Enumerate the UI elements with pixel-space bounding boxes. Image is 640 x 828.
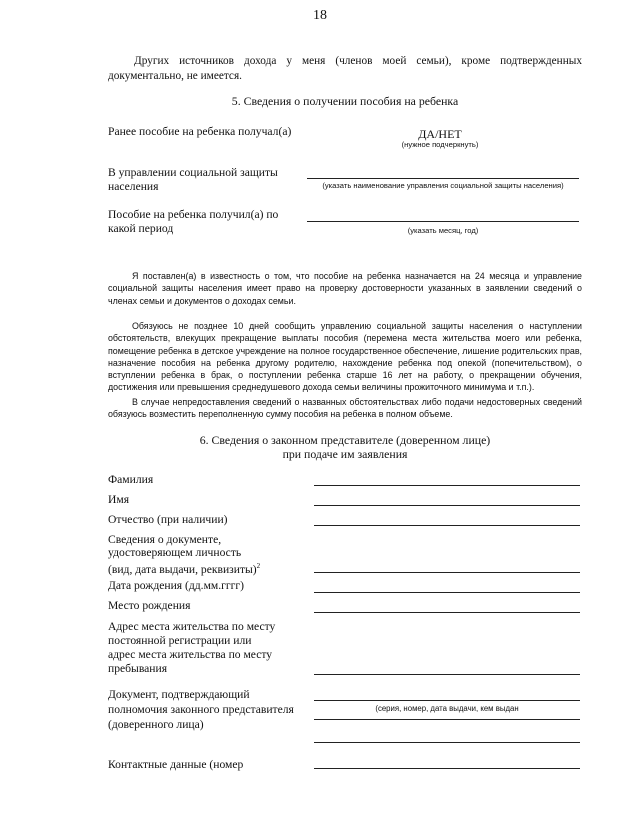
yes-no-hint: (нужное подчеркнуть) [401,140,479,149]
department-hint: (указать наименование управления социальной защиты населения) [322,181,564,190]
name-label: Имя [108,493,130,506]
obligation-paragraph: Обязуюсь не позднее 10 дней сообщить управлению социальной защиты населения о наступлении обстоятельств, влекущих прекращение выплаты пособия (перемена места жительства моего или ребенка, помещение ребенка в детское учреждение на полное государственное обеспечение, лишение родительских прав, назначение пособия на ребенка другому родителю, нахождение ребенка под опекой (попечительством), о вступлении ребенка в брак, о поступлении ребенка старше 16 лет на работу, о прекращении обучения, достижения или превышения среднедушевого дохода семьи величины прожиточного минимума и т.п.). [108,321,582,393]
refund-paragraph: В случае непредоставления сведений о названных обстоятельствах либо подачи недостоверных сведений обязуюсь возместить переполненную сумму пособия на ребенка в полном объеме. [108,397,582,420]
address-label-line4: пребывания [108,662,168,675]
id-doc-label-text: (вид, дата выдачи, реквизиты) [108,562,257,576]
section6-title-line2: при подаче им заявления [282,447,408,461]
authority-field-line3[interactable] [314,742,580,743]
department-field[interactable] [307,178,579,179]
department-label: В управлении социальной защиты населения [108,166,278,193]
contacts-label: Контактные данные (номер [108,758,244,771]
section6-title-line1: 6. Сведения о законном представителе (доверенном лице) [199,433,491,447]
authority-label-line1: Документ, подтверждающий [108,688,250,701]
section5-title: 5. Сведения о получении пособия на ребенка [231,94,459,108]
footnote-mark: 2 [256,562,261,570]
period-field[interactable] [307,221,579,222]
period-label: Пособие на ребенка получил(а) по какой период [108,208,279,235]
id-doc-field[interactable] [314,572,580,573]
previous-benefit-label: Ранее пособие на ребенка получал(а) [108,125,292,138]
authority-label-line3: (доверенного лица) [108,718,204,731]
authority-field-line2[interactable] [314,719,580,720]
page-number: 18 [313,8,327,23]
id-doc-label-line3 [108,559,260,577]
period-hint: (указать месяц, год) [407,226,479,235]
authority-field-line1[interactable] [314,700,580,701]
address-field[interactable] [314,674,580,675]
yes-no-choice[interactable]: ДА/НЕТ [418,127,462,141]
patronymic-label: Отчество (при наличии) [108,513,228,526]
birth-date-field[interactable] [314,592,580,593]
notice-paragraph: Я поставлен(а) в известность о том, что пособие на ребенка назначается на 24 месяца и управление социальной защиты населения имеет право на проверку достоверности указанных в заявлении сведений о членах семьи и документов о доходах семьи. [108,271,582,306]
address-label-line3: адрес места жительства по месту [108,648,273,661]
id-doc-label-line2: удостоверяющем личность [108,546,242,559]
birth-place-label: Место рождения [108,599,191,612]
surname-field[interactable] [314,485,580,486]
authority-label-line2: полномочия законного представителя [108,703,294,716]
birth-date-label: Дата рождения (дд.мм.гггг) [108,579,245,592]
surname-label: Фамилия [108,473,154,486]
id-doc-label-line1: Сведения о документе, [108,533,222,546]
contacts-field[interactable] [314,768,580,769]
address-label-line1: Адрес места жительства по месту [108,620,276,633]
intro-statement: Других источников дохода у меня (членов моей семьи), кроме подтвержденных документально, не имеется. [108,55,582,82]
name-field[interactable] [314,505,580,506]
patronymic-field[interactable] [314,525,580,526]
authority-hint: (серия, номер, дата выдачи, кем выдан [375,704,519,713]
birth-place-field[interactable] [314,612,580,613]
address-label-line2: постоянной регистрации или [108,634,252,647]
